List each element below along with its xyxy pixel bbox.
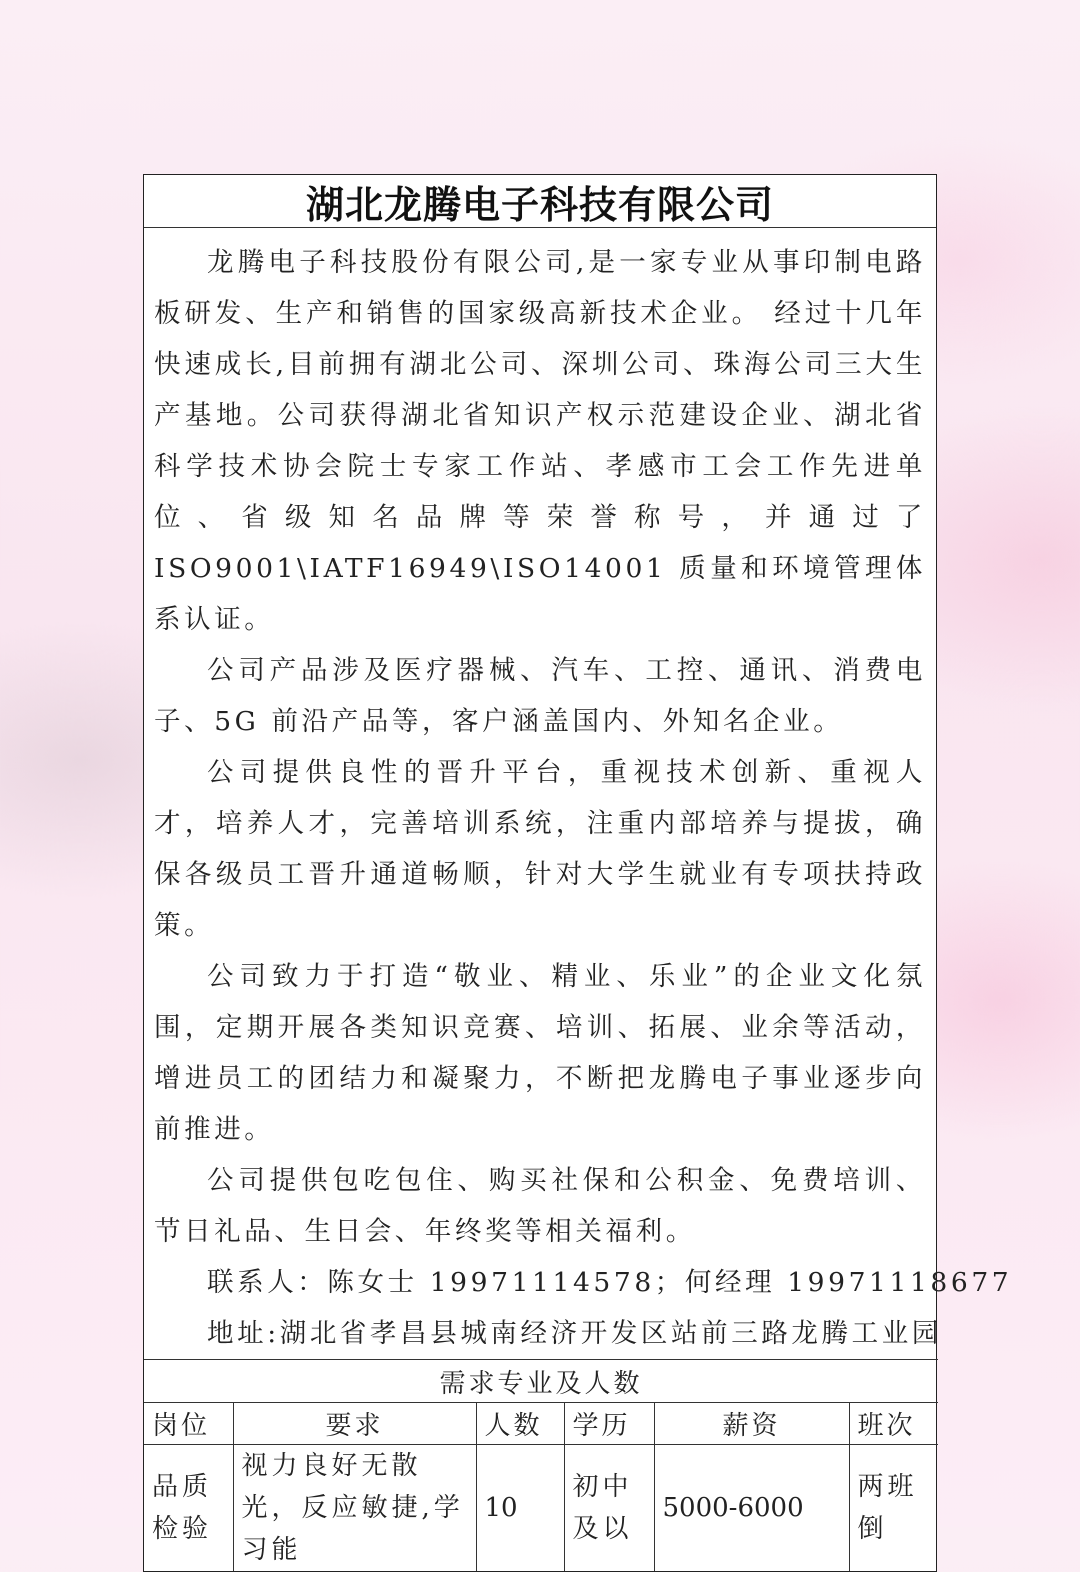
col-header-salary: 薪资 — [654, 1403, 849, 1445]
requirements-table — [144, 1359, 938, 1571]
requirements-section-title: 需求专业及人数 — [144, 1360, 938, 1403]
company-info-sheet — [143, 174, 1013, 1572]
paragraph-career: 公司提供良性的晋升平台，重视技术创新、重视人才，培养人才，完善培训系统，注重内部培养与提拔，确保各级员工晋升通道畅顺，针对大学生就业有专项扶持政策。 — [154, 757, 926, 941]
cell-salary: 5000-6000 — [654, 1445, 849, 1572]
cell-education: 初中及以 — [564, 1445, 654, 1572]
col-header-requirement: 要求 — [233, 1403, 476, 1445]
company-description — [144, 228, 1013, 1359]
address-info: 地址:湖北省孝昌县城南经济开发区站前三路龙腾工业园 — [207, 1318, 942, 1349]
table-row — [144, 1445, 938, 1572]
paragraph-culture: 公司致力于打造“敬业、精业、乐业”的企业文化氛围，定期开展各类知识竞赛、培训、拓展、业余等活动，增进员工的团结力和凝聚力，不断把龙腾电子事业逐步向前推进。 — [154, 961, 926, 1145]
title-row — [144, 175, 936, 228]
paragraph-products: 公司产品涉及医疗器械、汽车、工控、通讯、消费电子、5G 前沿产品等，客户涵盖国内、外知名企业。 — [154, 655, 926, 737]
col-header-position: 岗位 — [144, 1403, 233, 1445]
cell-shift: 两班倒 — [849, 1445, 938, 1572]
col-header-headcount: 人数 — [476, 1403, 564, 1445]
cell-headcount: 10 — [476, 1445, 564, 1572]
col-header-education: 学历 — [564, 1403, 654, 1445]
table-header-row — [144, 1403, 938, 1445]
company-title: 湖北龙腾电子科技有限公司 — [305, 181, 774, 227]
paragraph-benefits: 公司提供包吃包住、购买社保和公积金、免费培训、节日礼品、生日会、年终奖等相关福利。 — [154, 1165, 926, 1247]
contact-info: 联系人：陈女士 19971114578；何经理 19971118677 — [207, 1267, 1013, 1298]
cell-position: 品质检验 — [144, 1445, 233, 1572]
cell-requirement: 视力良好无散光，反应敏捷,学习能 — [233, 1445, 476, 1572]
col-header-shift: 班次 — [849, 1403, 938, 1445]
paragraph-intro: 龙腾电子科技股份有限公司,是一家专业从事印制电路板研发、生产和销售的国家级高新技术企业。 经过十几年快速成长,目前拥有湖北公司、深圳公司、珠海公司三大生产基地。公司获得湖北省知识产权示范建设企业、湖北省科学技术协会院士专家工作站、孝感市工会工作先进单位、省级知名品牌等荣誉称号，并通过了 ISO9001\IATF16949\ISO14001 质量和环境管理体系认证。 — [154, 247, 926, 635]
